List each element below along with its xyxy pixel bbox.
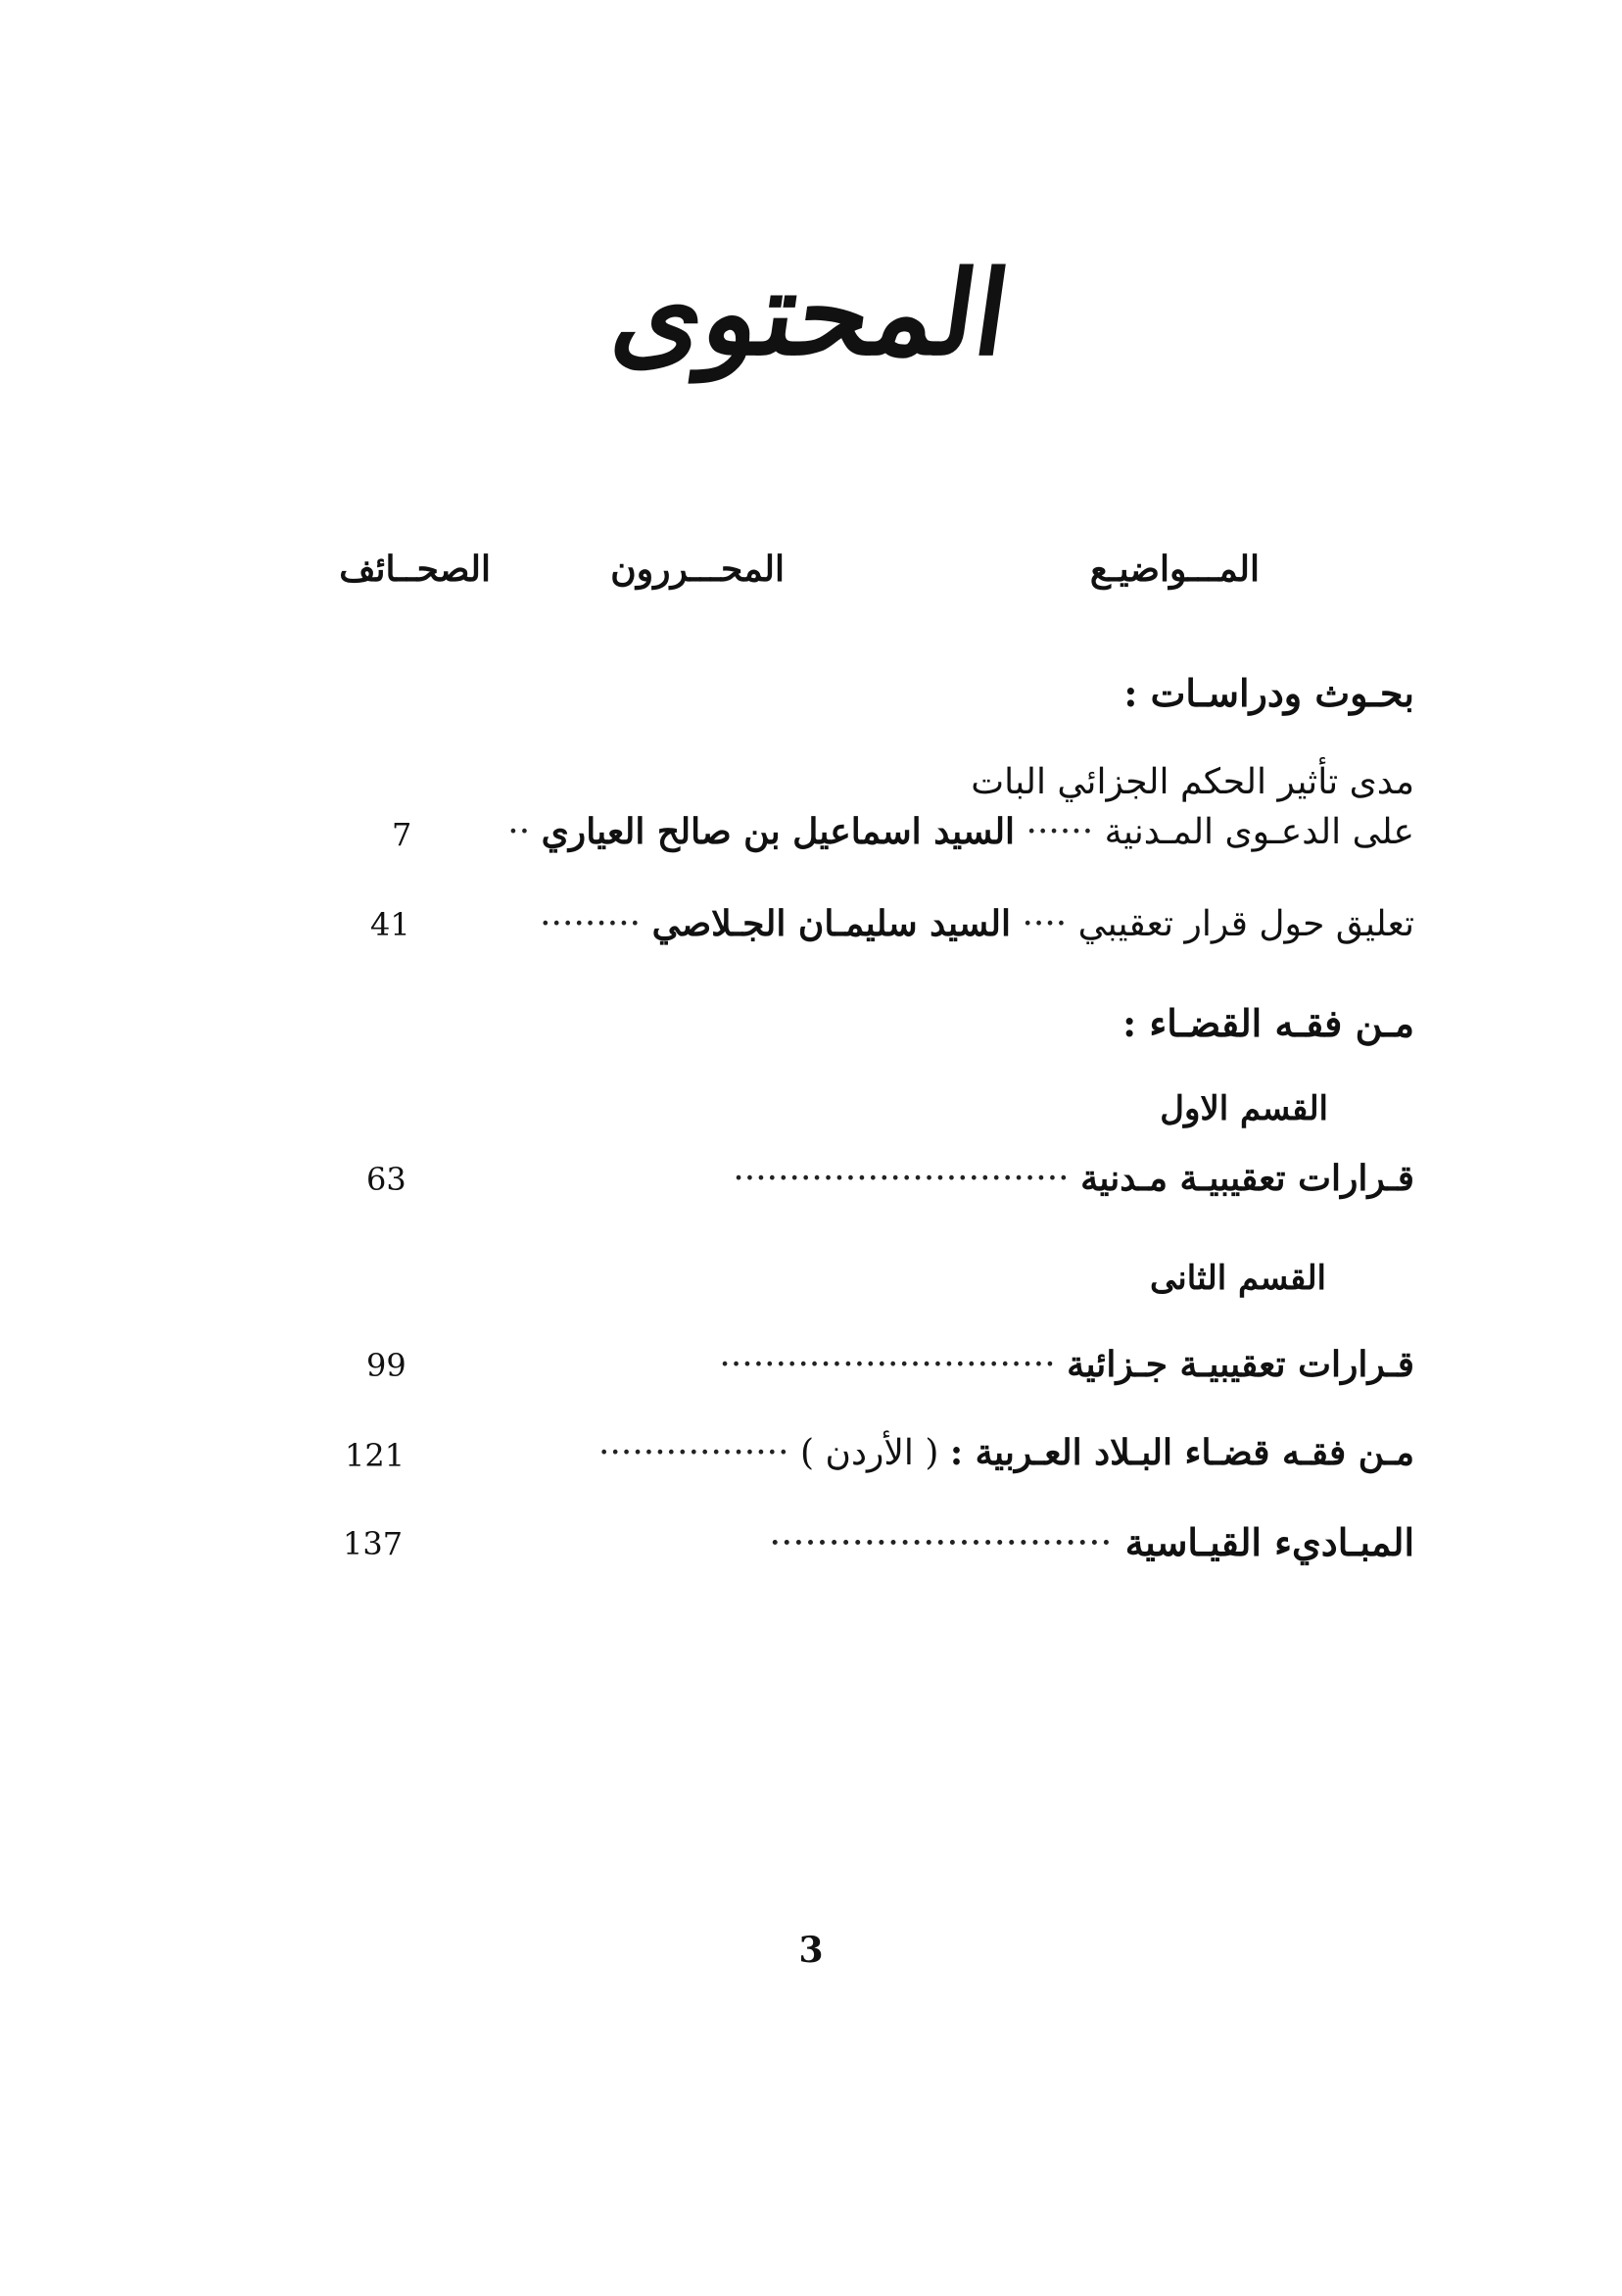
dot-leader: ·· bbox=[507, 812, 531, 852]
entry-1-page: 7 bbox=[392, 816, 412, 853]
entry-3-row bbox=[733, 1158, 1414, 1199]
section-heading-jurisprudence: مـن فقـه القضـاء : bbox=[1122, 1001, 1414, 1045]
page-title: المحتوى bbox=[604, 245, 1018, 381]
dot-leader: ···· bbox=[1011, 904, 1068, 944]
entry-3-title: قـرارات تعقيبيـة مـدنية bbox=[1080, 1158, 1414, 1199]
entry-6-row bbox=[769, 1520, 1414, 1564]
entry-5-row bbox=[598, 1432, 1414, 1473]
entry-1-title-line-2: على الدعـوى المـدنية bbox=[1104, 812, 1414, 852]
dot-leader: ······························ bbox=[733, 1159, 1070, 1199]
column-header-pages: الصحــائف bbox=[339, 549, 491, 590]
part-2-heading: القسم الثانى bbox=[1149, 1259, 1326, 1298]
entry-2-title: تعليق حول قرار تعقيبي bbox=[1077, 904, 1414, 944]
entry-4-row bbox=[719, 1344, 1414, 1385]
entry-2-page: 41 bbox=[370, 906, 410, 943]
dot-leader: ········· bbox=[540, 904, 642, 944]
entry-4-title: قـرارات تعقيبيـة جـزائية bbox=[1067, 1344, 1414, 1385]
entry-1-row bbox=[507, 811, 1414, 852]
entry-2-row bbox=[540, 903, 1414, 944]
column-header-editors: المحـــررون bbox=[610, 549, 785, 590]
entry-3-page: 63 bbox=[366, 1161, 406, 1198]
section-heading-research: بحـوث ودراسـات : bbox=[1123, 671, 1414, 715]
entry-4-page: 99 bbox=[366, 1347, 406, 1384]
section-heading-principles: المبـاديء القيـاسية bbox=[1124, 1520, 1414, 1564]
dot-leader: ······ bbox=[1015, 812, 1094, 852]
dot-leader: ······························ bbox=[719, 1345, 1056, 1385]
part-1-heading: القسم الاول bbox=[1160, 1089, 1328, 1128]
entry-6-page: 137 bbox=[343, 1525, 404, 1562]
dot-leader: ················· bbox=[598, 1433, 789, 1473]
column-header-topics: المـــواضيـع bbox=[1089, 549, 1260, 590]
entry-5-page: 121 bbox=[345, 1437, 406, 1474]
entry-1-author: السيد اسماعيل بن صالح العياري bbox=[541, 811, 1016, 852]
entry-2-author: السيد سليمـان الجـلاصي bbox=[651, 903, 1011, 944]
section-heading-arab-jurisprudence: مـن فقـه قضـاء البـلاد العـربية : bbox=[949, 1432, 1414, 1473]
entry-5-note: ( الأردن ) bbox=[800, 1433, 939, 1473]
entry-1-title-line-1: مدى تأثير الحكم الجزائي البات bbox=[971, 762, 1414, 802]
dot-leader: ····························· bbox=[769, 1521, 1113, 1564]
page-number: 3 bbox=[798, 1930, 824, 1971]
